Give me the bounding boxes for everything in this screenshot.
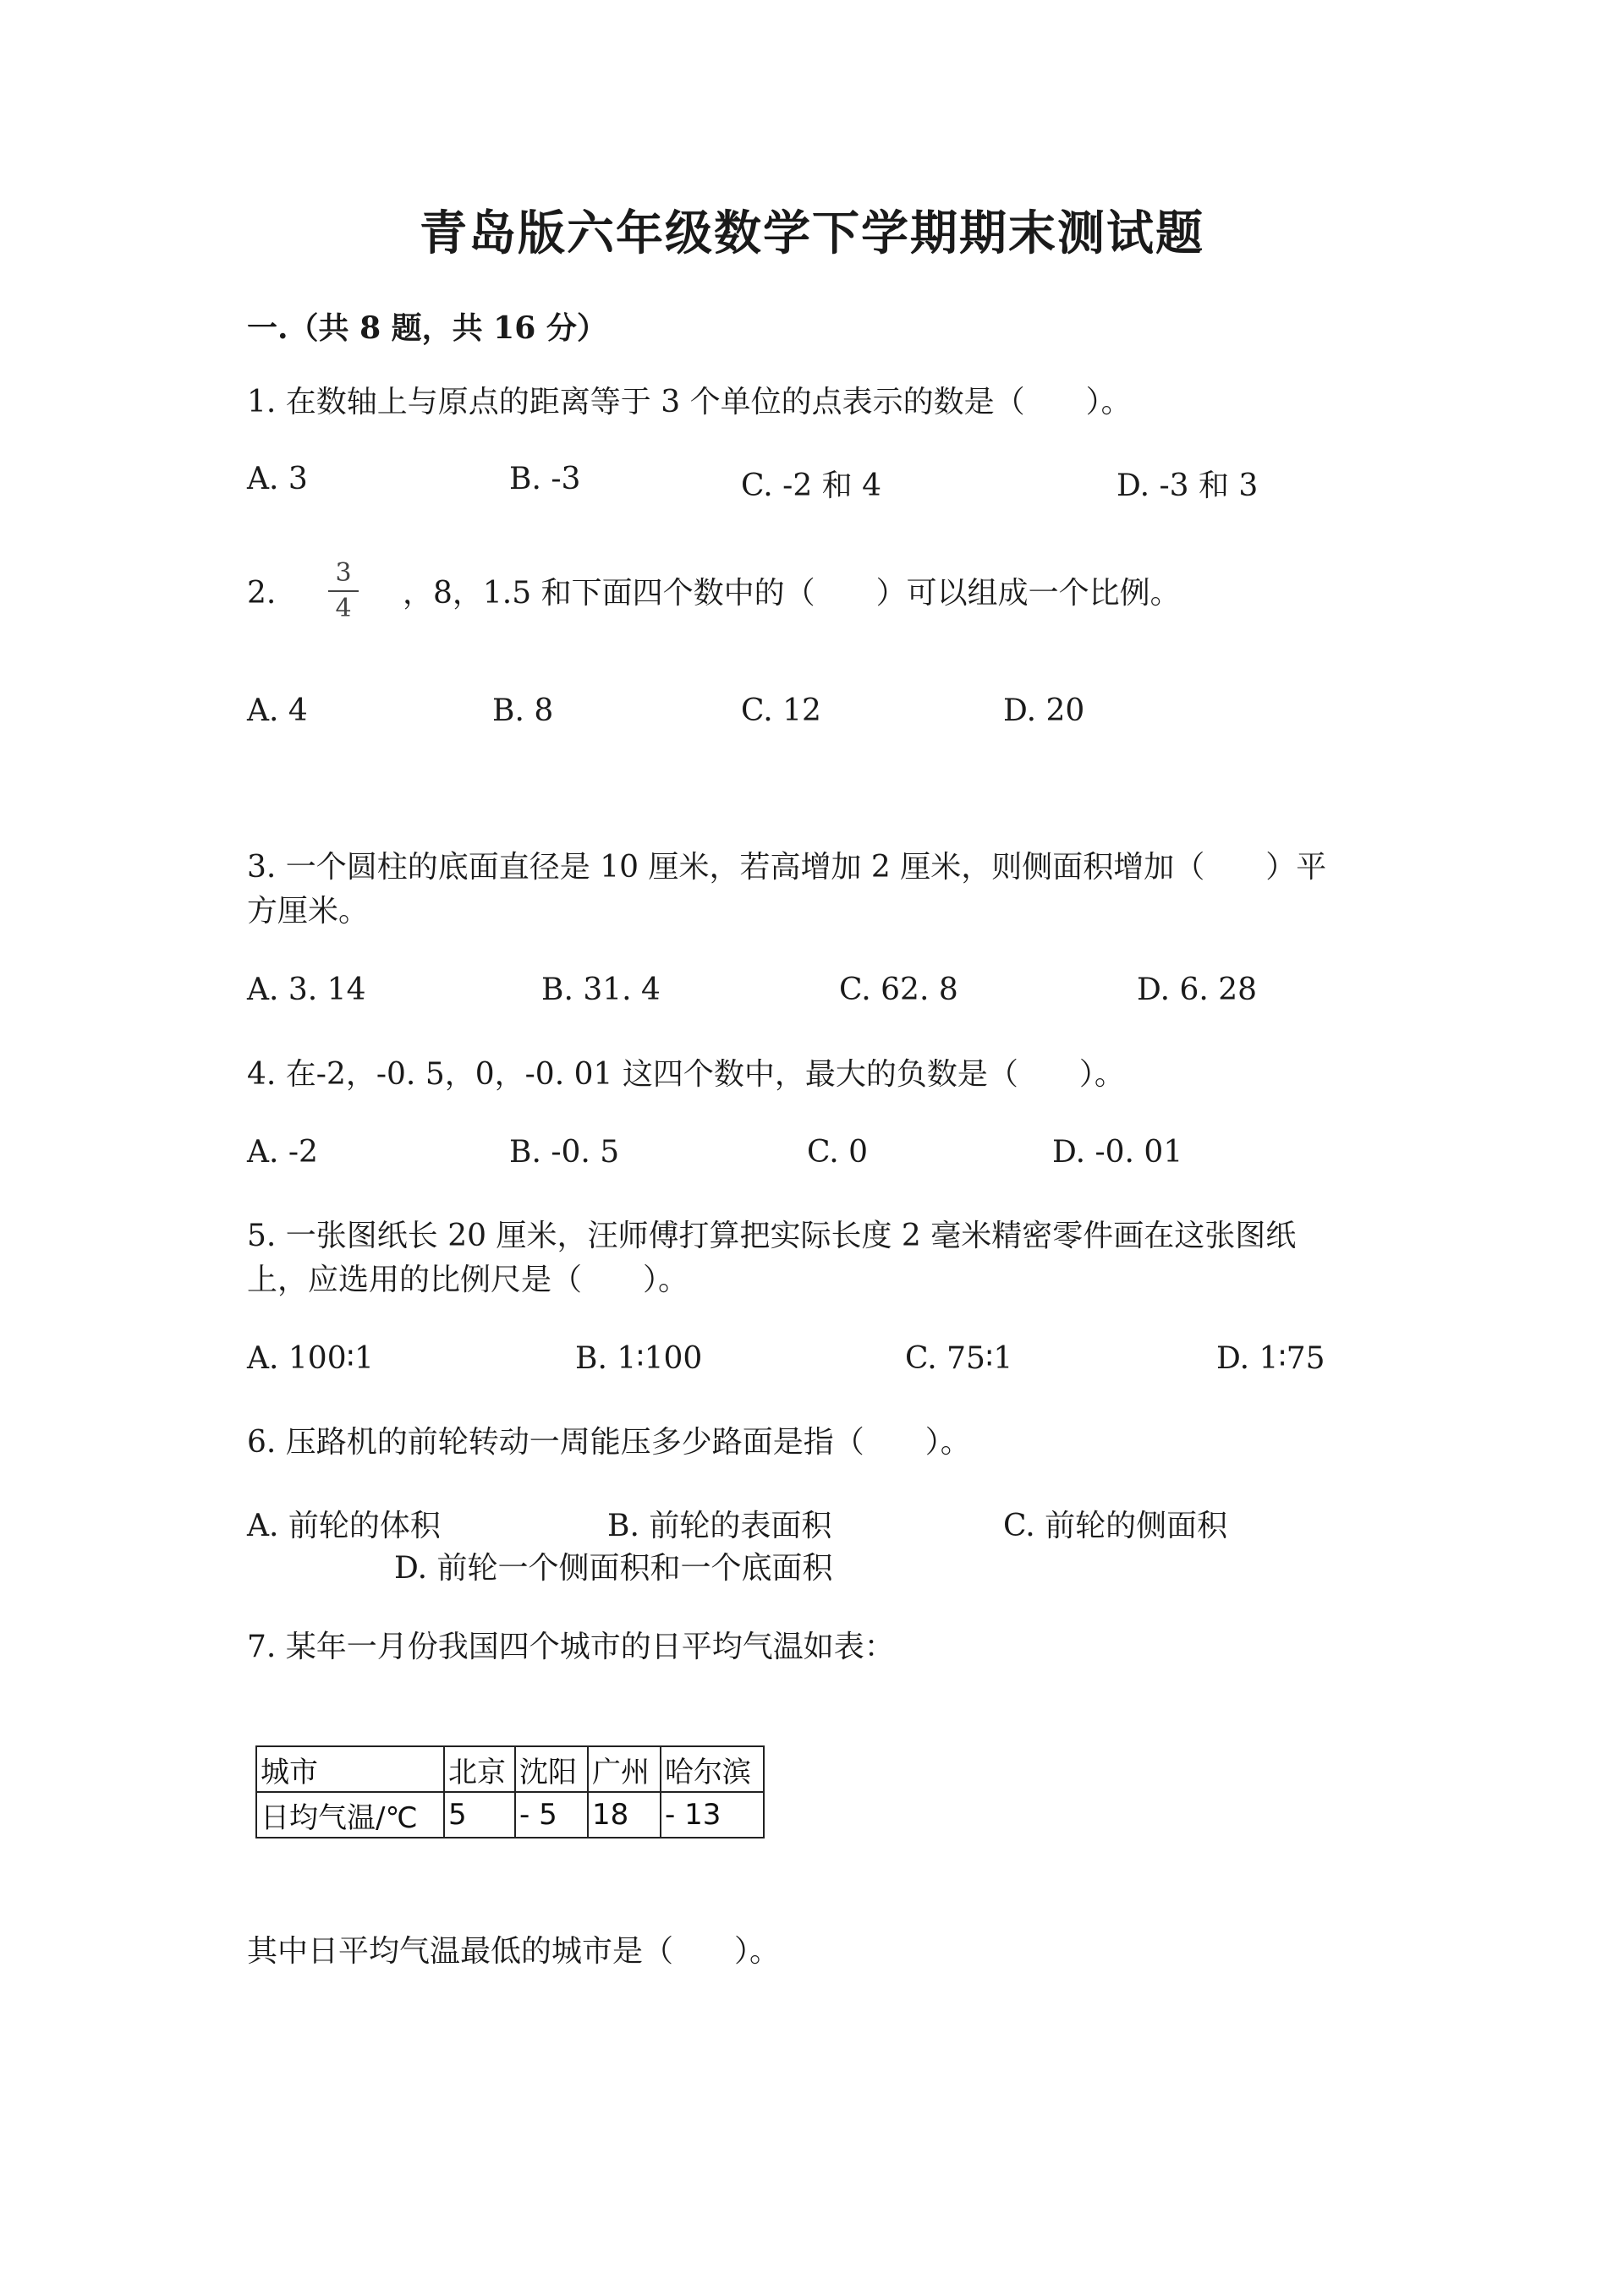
table-cell: - 13: [661, 1792, 764, 1838]
question-5-option-d: D. 1∶75: [1216, 1341, 1325, 1376]
fraction-numerator: 3: [335, 558, 352, 588]
question-5-option-a: A. 100∶1: [247, 1341, 374, 1376]
table-cell: 哈尔滨: [661, 1746, 764, 1792]
question-2-number: 2.: [247, 576, 277, 611]
question-3-option-b: B. 31. 4: [541, 973, 661, 1007]
question-4-option-b: B. -0. 5: [509, 1135, 620, 1170]
question-5-option-b: B. 1∶100: [575, 1341, 703, 1376]
question-5-stem-line-1: 5. 一张图纸长 20 厘米，汪师傅打算把实际长度 2 毫米精密零件画在这张图纸: [247, 1219, 1297, 1253]
section-heading: 一.（共 8 题，共 16 分）: [247, 310, 607, 346]
question-1-stem: 1. 在数轴上与原点的距离等于 3 个单位的点表示的数是（ ）。: [247, 385, 1132, 419]
question-6-option-b: B. 前轮的表面积: [607, 1509, 832, 1543]
table-cell: 北京: [444, 1746, 515, 1792]
question-6-option-d: D. 前轮一个侧面积和一个底面积: [394, 1551, 833, 1586]
question-5-option-c: C. 75∶1: [905, 1341, 1013, 1376]
question-1-option-d: D. -3 和 3: [1116, 469, 1259, 503]
temperature-table: [255, 1745, 765, 1838]
question-1-option-a: A. 3: [247, 462, 308, 496]
question-2-stem: ，8，1.5 和下面四个数中的（ ）可以组成一个比例。: [403, 576, 1181, 611]
question-4-option-d: D. -0. 01: [1052, 1135, 1183, 1170]
question-4-option-a: A. -2: [247, 1135, 318, 1170]
question-3-option-d: D. 6. 28: [1137, 973, 1258, 1007]
question-5-stem-line-2: 上，应选用的比例尺是（ ）。: [247, 1263, 689, 1297]
question-3-option-c: C. 62. 8: [839, 973, 958, 1007]
table-cell: - 5: [515, 1792, 588, 1838]
fraction-denominator: 4: [335, 594, 352, 623]
question-1-option-c: C. -2 和 4: [741, 469, 882, 503]
question-2-option-d: D. 20: [1003, 693, 1085, 728]
table-row: [256, 1746, 764, 1792]
table-row: [256, 1792, 764, 1838]
fraction-bar: [328, 590, 359, 592]
question-6-option-c: C. 前轮的侧面积: [1003, 1509, 1228, 1543]
question-1-option-b: B. -3: [509, 462, 581, 496]
question-2-option-a: A. 4: [247, 693, 308, 728]
table-cell: 5: [444, 1792, 515, 1838]
question-2-option-c: C. 12: [741, 693, 821, 728]
question-7-question: 其中日平均气温最低的城市是（ ）。: [247, 1934, 781, 1969]
fraction-three-quarters: [325, 558, 362, 624]
page-title: 青岛版六年级数学下学期期末测试题: [420, 206, 1204, 261]
table-cell: 沈阳: [515, 1746, 588, 1792]
table-cell: 日均气温/℃: [256, 1792, 444, 1838]
question-3-stem-line-1: 3. 一个圆柱的底面直径是 10 厘米，若高增加 2 厘米，则侧面积增加（ ）平: [247, 850, 1327, 885]
question-2-option-b: B. 8: [492, 693, 554, 728]
question-6-stem: 6. 压路机的前轮转动一周能压多少路面是指（ ）。: [247, 1425, 971, 1460]
table-cell: 18: [588, 1792, 661, 1838]
table-cell: 城市: [256, 1746, 444, 1792]
question-3-stem-line-2: 方厘米。: [247, 894, 370, 929]
question-3-option-a: A. 3. 14: [247, 973, 366, 1007]
question-4-option-c: C. 0: [807, 1135, 869, 1170]
question-4-stem: 4. 在-2，-0. 5，0，-0. 01 这四个数中，最大的负数是（ ）。: [247, 1057, 1125, 1092]
question-6-option-a: A. 前轮的体积: [247, 1509, 441, 1543]
table-cell: 广州: [588, 1746, 661, 1792]
question-7-stem: 7. 某年一月份我国四个城市的日平均气温如表：: [247, 1630, 895, 1664]
